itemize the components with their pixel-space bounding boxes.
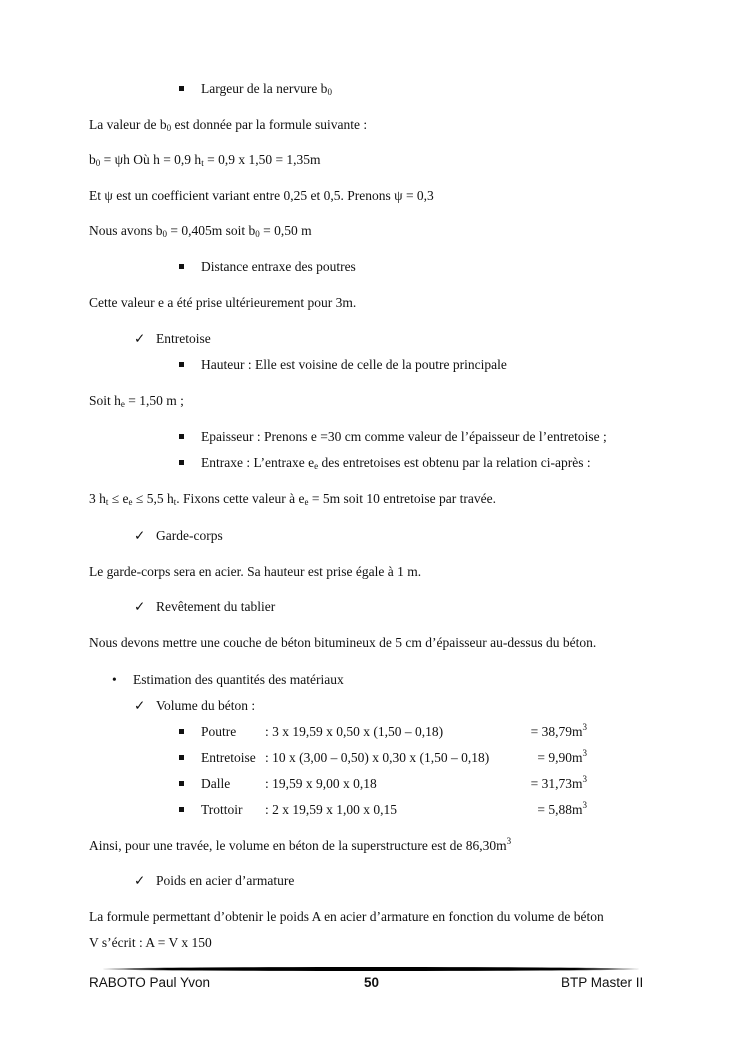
volume-row-result: = $9,90m^3$ xyxy=(537,748,587,765)
bullet-distance-entraxe: Distance entraxe des poutres xyxy=(201,259,356,274)
bullet-epaisseur: Epaisseur : Prenons e =30 cm comme valeur de l’épaisseur de l’entretoise ; xyxy=(201,429,607,444)
bullet-entraxe: Entraxe : L’entraxe $e_e$ des entretoises est obtenu par la relation ci-après : xyxy=(201,455,591,471)
volume-row-formula: : 19,59 x 9,00 x 0,18 xyxy=(265,776,377,791)
volume-row-name: Entretoise xyxy=(201,750,256,765)
check-icon: ✓ xyxy=(134,698,146,713)
paragraph-total-volume: Ainsi, pour une travée, le volume en béton de la superstructure est de $86,30m^3$ xyxy=(89,836,512,853)
bullet-dot-icon: • xyxy=(112,672,117,687)
check-revetement: ✓ Revêtement du tablier xyxy=(134,599,276,614)
check-icon: ✓ xyxy=(134,528,146,543)
check-poids-acier: ✓ Poids en acier d’armature xyxy=(134,873,295,888)
check-icon: ✓ xyxy=(134,599,146,614)
footer-divider xyxy=(103,967,639,971)
paragraph-cette-valeur: Cette valeur e a été prise ultérieurement pour 3m. xyxy=(89,295,357,310)
check-icon: ✓ xyxy=(134,331,146,346)
volume-row-formula: : 2 x 19,59 x 1,00 x 0,15 xyxy=(265,802,398,817)
bullet-estimation: • Estimation des quantités des matériaux xyxy=(112,672,344,687)
formula-b0: $b_0 = \psi h$ Où h = 0,9 $h_t = 0,9$ x 1,50 = 1,35m xyxy=(89,152,321,168)
paragraph-formule-line2: V s’écrit : A = V x 150 xyxy=(89,935,212,950)
paragraph-psi: Et ψ est un coefficient variant entre 0,25 et 0,5. Prenons ψ = 0,3 xyxy=(89,188,434,203)
check-volume-beton: ✓ Volume du béton : xyxy=(134,698,256,713)
bullet-hauteur: Hauteur : Elle est voisine de celle de la poutre principale xyxy=(201,357,507,372)
check-entretoise: ✓ Entretoise xyxy=(134,331,211,346)
paragraph-nous-avons: Nous avons $b_0 = 0,405m$ soit $b_0 = 0,50$ m xyxy=(89,223,312,239)
paragraph-relation: 3 $h_t \le e_e \le 5,5$ $h_t$. Fixons cette valeur à $e_e = 5m$ soit 10 entretoise par travée. xyxy=(89,491,497,507)
paragraph-valeur-b0: La valeur de $b_0$ est donnée par la formule suivante : xyxy=(89,117,368,133)
volume-row-formula: : 3 x 19,59 x 0,50 x (1,50 – 0,18) xyxy=(265,724,444,739)
check-icon: ✓ xyxy=(134,873,146,888)
footer-course: BTP Master II xyxy=(561,975,644,990)
volume-row-name: Poutre xyxy=(201,724,237,739)
paragraph-garde-corps: Le garde-corps sera en acier. Sa hauteur est prise égale à 1 m. xyxy=(89,564,422,579)
volume-row-result: = $31,73m^3$ xyxy=(530,774,587,791)
paragraph-soit-he: Soit $h_e = 1,50$ m ; xyxy=(89,393,184,409)
check-garde-corps: ✓ Garde-corps xyxy=(134,528,223,543)
volume-row-result: = $38,79m^3$ xyxy=(530,722,587,739)
volume-row-formula: : 10 x (3,00 – 0,50) x 0,30 x (1,50 – 0,18) xyxy=(265,750,490,765)
paragraph-couche-beton: Nous devons mettre une couche de béton bitumineux de 5 cm d’épaisseur au-dessus du béton. xyxy=(89,635,597,650)
footer-author: RABOTO Paul Yvon xyxy=(89,975,211,990)
volume-row-name: Trottoir xyxy=(201,802,243,817)
volume-row-result: = $5,88m^3$ xyxy=(537,800,587,817)
footer-page-number: 50 xyxy=(364,975,380,990)
paragraph-formule-line1: La formule permettant d’obtenir le poids A en acier d’armature en fonction du volume de béton xyxy=(89,909,604,924)
volume-row-name: Dalle xyxy=(201,776,231,791)
bullet-largeur-nervure: Largeur de la nervure $b_0$ xyxy=(201,81,332,97)
